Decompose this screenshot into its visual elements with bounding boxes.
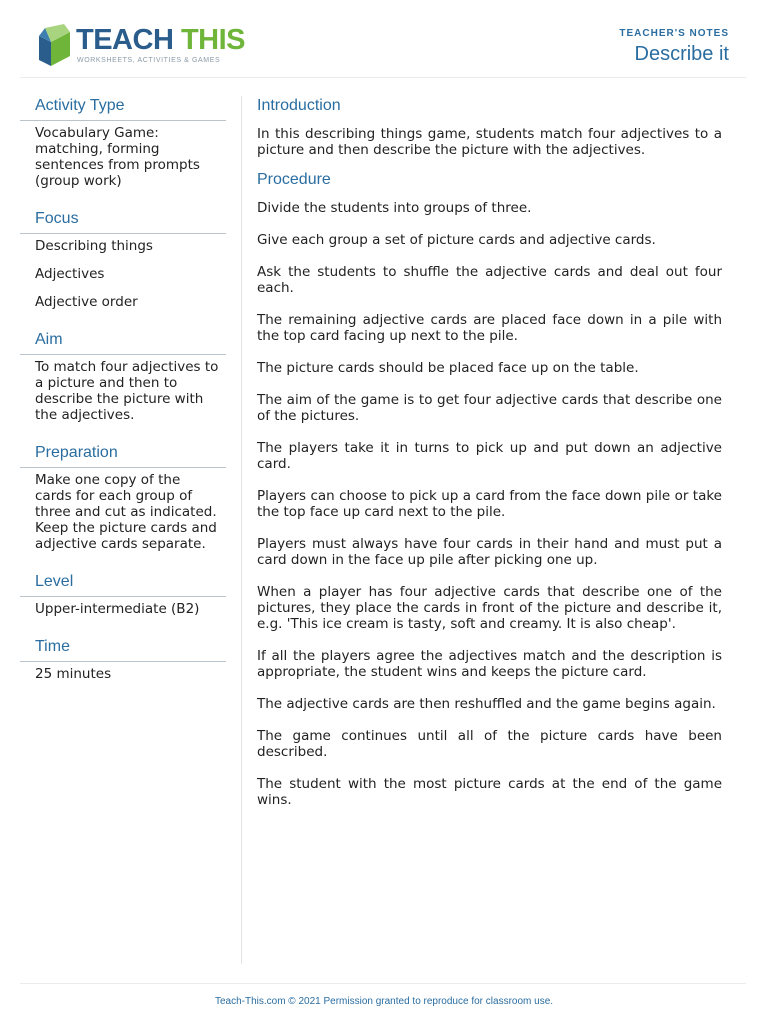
focus-section — [20, 209, 226, 310]
sidebar — [20, 96, 226, 702]
focus-body — [20, 234, 226, 310]
logo-wordmark — [76, 22, 245, 58]
footer-copyright: Teach-This.com © 2021 Permission granted to reproduce for classroom use. — [214, 996, 554, 1007]
aim-body — [20, 355, 226, 423]
focus-item: Adjectives — [35, 266, 105, 282]
procedure-step: The remaining adjective cards are placed face down in a pile with the top card facing up next to the pile. — [257, 312, 722, 344]
procedure-step: Ask the students to shuffle the adjective cards and deal out four each. — [257, 264, 722, 296]
activity-type-heading: Activity Type — [20, 96, 226, 121]
level-heading: Level — [20, 572, 226, 597]
column-divider — [241, 96, 242, 964]
aim-heading: Aim — [20, 330, 226, 355]
time-section — [20, 637, 226, 682]
teachers-notes-label: TEACHER'S NOTES — [619, 28, 729, 39]
procedure-step: The picture cards should be placed face up on the table. — [257, 360, 639, 376]
focus-item: Adjective order — [35, 294, 138, 310]
page-header — [0, 0, 768, 80]
teach-this-logo — [36, 24, 246, 70]
footer-divider — [20, 983, 746, 984]
time-text: 25 minutes — [35, 666, 112, 682]
preparation-section — [20, 443, 226, 552]
procedure-step: The student with the most picture cards at the end of the game wins. — [257, 776, 722, 808]
procedure-step: Players must always have four cards in their hand and must put a card down in the face up pile after picking one up. — [257, 536, 722, 568]
introduction-text: In this describing things game, students match four adjectives to a picture and then describe the picture with the adjectives. — [257, 126, 722, 158]
focus-heading: Focus — [20, 209, 226, 234]
time-heading: Time — [20, 637, 226, 662]
procedure-step: Players can choose to pick up a card from the face down pile or take the top face up card next to the pile. — [257, 488, 722, 520]
procedure-list — [257, 200, 722, 808]
procedure-step: The adjective cards are then reshuffled and the game begins again. — [257, 696, 716, 712]
book-logo-icon — [36, 24, 76, 68]
preparation-body — [20, 468, 226, 552]
page-title: Describe it — [634, 43, 729, 65]
aim-section — [20, 330, 226, 423]
level-body — [20, 597, 226, 617]
procedure-step: The aim of the game is to get four adjective cards that describe one of the pictures. — [257, 392, 722, 424]
logo-tagline: WORKSHEETS, ACTIVITIES & GAMES — [77, 57, 221, 64]
main-content — [257, 96, 722, 824]
activity-type-body — [20, 121, 226, 189]
procedure-step: The game continues until all of the picture cards have been described. — [257, 728, 722, 760]
preparation-heading: Preparation — [20, 443, 226, 468]
logo-teach-text: TEACH — [76, 24, 174, 56]
procedure-step: When a player has four adjective cards that describe one of the pictures, they place the cards in front of the picture and describe it, e.g. 'This ice cream is tasty, soft and creamy. It is also cheap'. — [257, 584, 722, 632]
procedure-step: Give each group a set of picture cards and adjective cards. — [257, 232, 656, 248]
procedure-step: If all the players agree the adjectives match and the description is appropriate, the student wins and keeps the picture card. — [257, 648, 722, 680]
procedure-step: The players take it in turns to pick up and put down an adjective card. — [257, 440, 722, 472]
activity-type-section — [20, 96, 226, 189]
level-text: Upper-intermediate (B2) — [35, 601, 200, 617]
focus-item: Describing things — [35, 238, 153, 254]
preparation-text: Make one copy of the cards for each group of three and cut as indicated. Keep the picture cards and adjective cards separate. — [35, 472, 217, 552]
procedure-step: Divide the students into groups of three. — [257, 200, 532, 216]
aim-text: To match four adjectives to a picture and then to describe the picture with the adjectives. — [35, 359, 219, 423]
logo-this-text: THIS — [180, 24, 246, 56]
introduction-heading: Introduction — [257, 97, 341, 114]
procedure-heading: Procedure — [257, 171, 331, 188]
introduction-body — [257, 126, 722, 158]
time-body — [20, 662, 226, 682]
header-divider — [20, 77, 746, 78]
activity-type-text: Vocabulary Game: matching, forming sentences from prompts (group work) — [35, 125, 200, 189]
level-section — [20, 572, 226, 617]
